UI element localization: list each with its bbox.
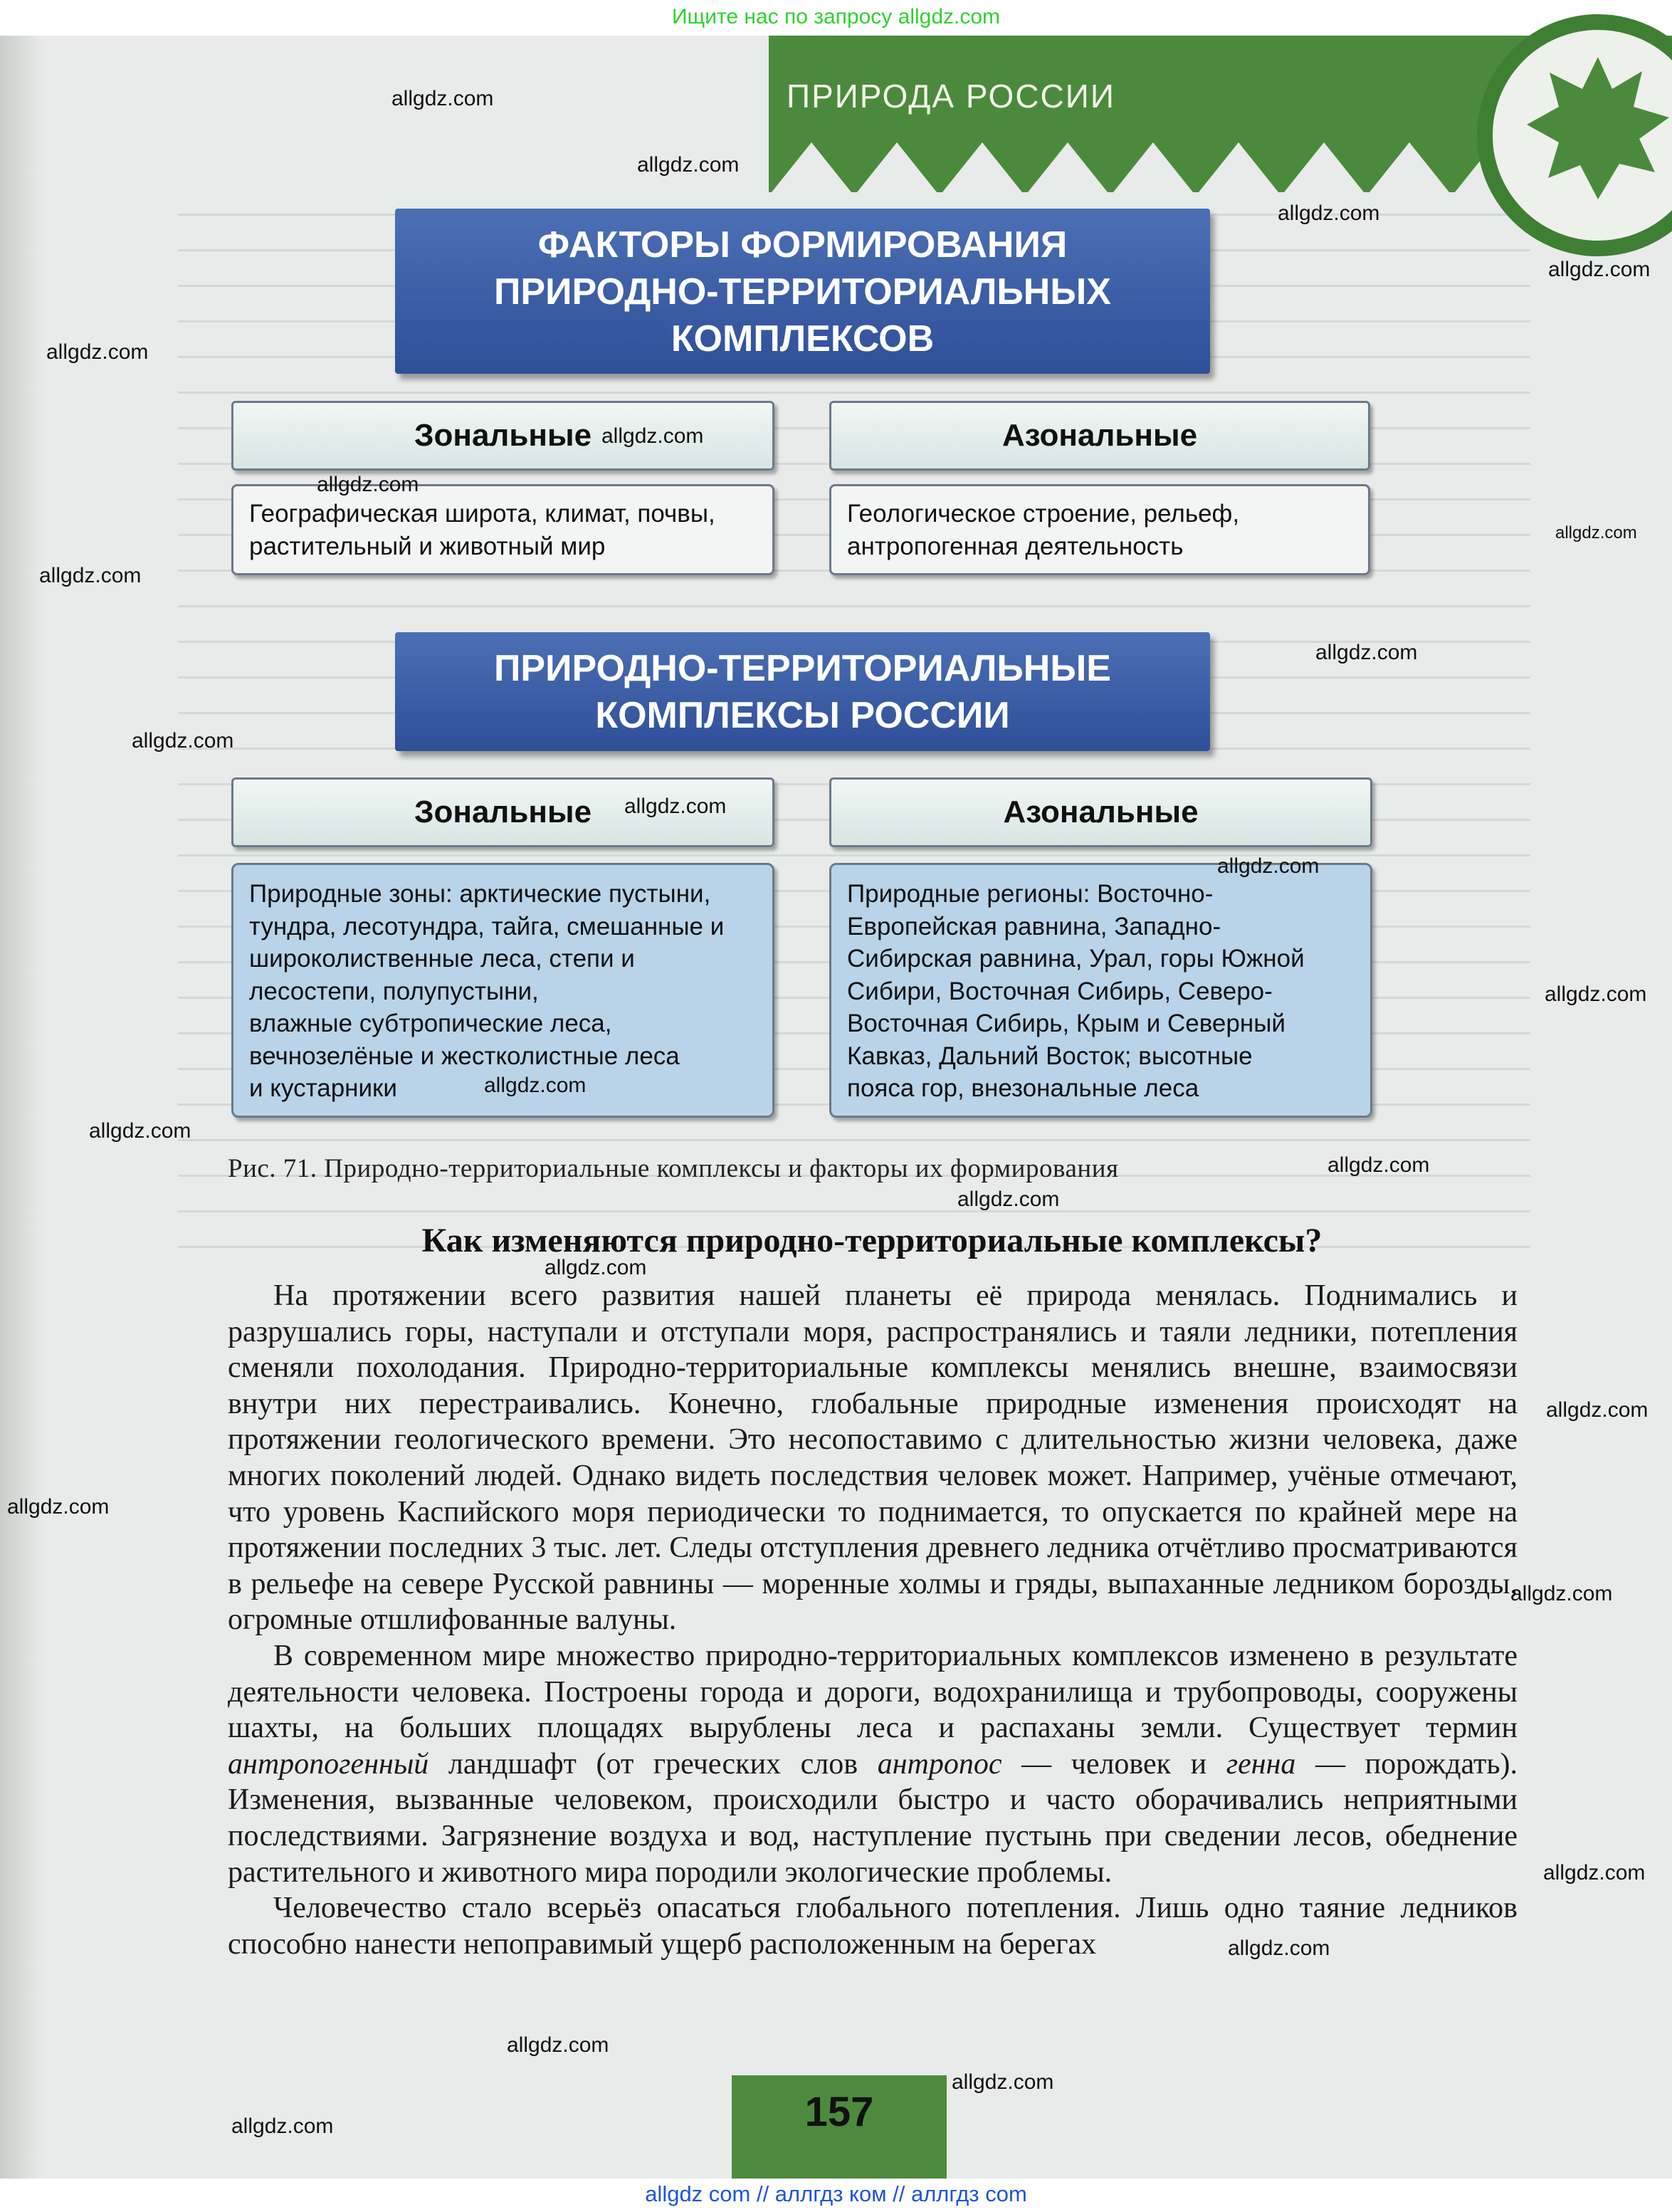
list-line: Сибирская равнина, Урал, горы Южной	[847, 945, 1305, 973]
watermark: allgdz.com	[1315, 641, 1418, 664]
list-line: и кустарники	[249, 1074, 397, 1102]
watermark: allgdz.com	[39, 564, 142, 587]
title-line: ФАКТОРЫ ФОРМИРОВАНИЯ	[537, 224, 1068, 266]
factors-zonal-header: Зональные	[231, 401, 774, 471]
watermark: allgdz.com	[1228, 1936, 1330, 1960]
text: — порождать). Изменения, вызванные человеком, происходили быстро и часто оборачивались неприятными последствиями. Загрязнение воздуха и вод, наступление пустынь при сведении лесов, обеднение растительного и животного мира породили экологические проблемы.	[228, 1747, 1518, 1889]
list-line: тундра, лесотундра, тайга, смешанные и	[249, 912, 725, 940]
paragraph-1: На протяжении всего развития нашей планеты её природа менялась. Поднимались и разрушались горы, наступали и отступали моря, распространялись и таяли ледники, потепления сменяли похолодания. Природно-территориальные комплексы менялись внешне, взаимосвязи внутри них перестраивались. Конечно, глобальные природные изменения происходят на протяжении геологического времени. Это несопоставимо с длительностью жизни человека, даже многих поколений людей. Однако видеть последствия человек может. Например, учёные отмечают, что уровень Каспийского моря периодически то поднимается, то опускается по крайней мере на протяжении последних 3 тыс. лет. Следы отступления древнего ледника отчётливо просматриваются в рельефе на севере Русской равнины — моренные холмы и гряды, выпаханные ледником борозды, огромные отшлифованные валуны.	[228, 1279, 1518, 1637]
list-line: Природные регионы: Восточно-	[847, 880, 1214, 908]
footer-links[interactable]: allgdz com // аллгдз ком // аллгдз com	[645, 2181, 1027, 2206]
title-line: КОМПЛЕКСЫ РОССИИ	[595, 695, 1010, 736]
watermark: allgdz.com	[231, 2114, 334, 2138]
desc-line: Геологическое строение, рельеф,	[847, 500, 1240, 528]
list-line: влажные субтропические леса,	[249, 1010, 612, 1037]
watermark: allgdz.com	[957, 1188, 1060, 1211]
watermark: allgdz.com	[545, 1256, 647, 1279]
figure-caption: Рис. 71. Природно-территориальные комплексы и факторы их формирования	[228, 1154, 1119, 1183]
list-line: Сибири, Восточная Сибирь, Северо-	[847, 977, 1273, 1005]
watermark: allgdz.com	[1548, 258, 1651, 281]
watermark: allgdz.com	[637, 153, 740, 177]
watermark: allgdz.com	[1545, 982, 1647, 1006]
complexes-title-box	[395, 632, 1210, 751]
list-line: Кавказ, Дальний Восток; высотные	[847, 1042, 1253, 1070]
factors-azonal-header: Азональные	[829, 401, 1370, 471]
list-line: Европейская равнина, Западно-	[847, 912, 1221, 940]
list-line: вечнозелёные и жестколистные леса	[249, 1042, 680, 1070]
term: антропос	[877, 1747, 1002, 1781]
page-binding-shadow	[0, 36, 43, 2179]
list-line: широколиственные леса, степи и	[249, 945, 635, 973]
watermark: allgdz.com	[1217, 854, 1320, 878]
desc-line: антропогенная деятельность	[847, 533, 1184, 560]
page-number: 157	[732, 2075, 947, 2179]
paragraph-3: Человечество стало всерьёз опасаться глобального потепления. Лишь одно таяние ледников способно нанести непоправимый ущерб расположенным на берегах	[228, 1892, 1518, 1961]
factors-zonal-desc	[231, 484, 774, 575]
factors-azonal-desc	[829, 484, 1370, 575]
watermark: allgdz.com	[1555, 523, 1637, 542]
text: В современном мире множество природно-территориальных комплексов изменено в результате деятельности человека. Построены города и дороги, водохранилища и трубопроводы, сооружены шахты, на больших площадях вырублены леса и распаханы земли. Существует термин	[228, 1639, 1518, 1745]
section-title: ПРИРОДА РОССИИ	[787, 78, 1115, 115]
watermark: allgdz.com	[507, 2033, 609, 2057]
watermark: allgdz.com	[132, 729, 234, 753]
list-line: Природные зоны: арктические пустыни,	[249, 880, 711, 908]
watermark: allgdz.com	[7, 1495, 110, 1519]
watermark: allgdz.com	[601, 424, 704, 448]
term: генна	[1226, 1747, 1296, 1781]
factors-title-box	[395, 209, 1210, 374]
zigzag-decoration	[769, 142, 1552, 196]
body-text	[228, 1278, 1518, 1962]
watermark: allgdz.com	[624, 795, 727, 818]
watermark: allgdz.com	[317, 473, 419, 496]
list-line: пояса гор, внезональные леса	[847, 1074, 1199, 1102]
complexes-azonal-list	[829, 863, 1372, 1118]
complexes-azonal-header: Азональные	[829, 777, 1372, 847]
watermark: allgdz.com	[1327, 1153, 1430, 1177]
watermark: allgdz.com	[1510, 1582, 1613, 1605]
paragraph-2	[228, 1638, 1518, 1890]
watermark: allgdz.com	[391, 87, 494, 110]
watermark: allgdz.com	[1278, 201, 1380, 225]
complexes-zonal-header: Зональные	[231, 777, 774, 847]
star-emblem-icon	[1527, 53, 1669, 203]
text: — человек и	[1001, 1747, 1226, 1781]
desc-line: Географическая широта, климат, почвы,	[249, 500, 715, 528]
watermark: allgdz.com	[46, 340, 149, 364]
term: антропогенный	[228, 1747, 429, 1781]
watermark: allgdz.com	[1546, 1398, 1649, 1422]
watermark: allgdz.com	[952, 2070, 1054, 2094]
watermark: allgdz.com	[89, 1119, 191, 1143]
title-line: ПРИРОДНО-ТЕРРИТОРИАЛЬНЫЕ	[494, 648, 1111, 689]
top-banner[interactable]: Ищите нас по запросу allgdz.com	[671, 5, 1001, 28]
watermark: allgdz.com	[1543, 1861, 1646, 1885]
text: ландшафт (от греческих слов	[428, 1747, 878, 1781]
title-line: КОМПЛЕКСОВ	[671, 318, 935, 360]
desc-line: растительный и животный мир	[249, 533, 606, 560]
watermark: allgdz.com	[484, 1074, 587, 1097]
title-line: ПРИРОДНО-ТЕРРИТОРИАЛЬНЫХ	[494, 271, 1111, 313]
section-heading: Как изменяются природно-территориальные комплексы?	[421, 1222, 1323, 1259]
list-line: лесостепи, полупустыни,	[249, 977, 539, 1005]
list-line: Восточная Сибирь, Крым и Северный	[847, 1010, 1285, 1037]
